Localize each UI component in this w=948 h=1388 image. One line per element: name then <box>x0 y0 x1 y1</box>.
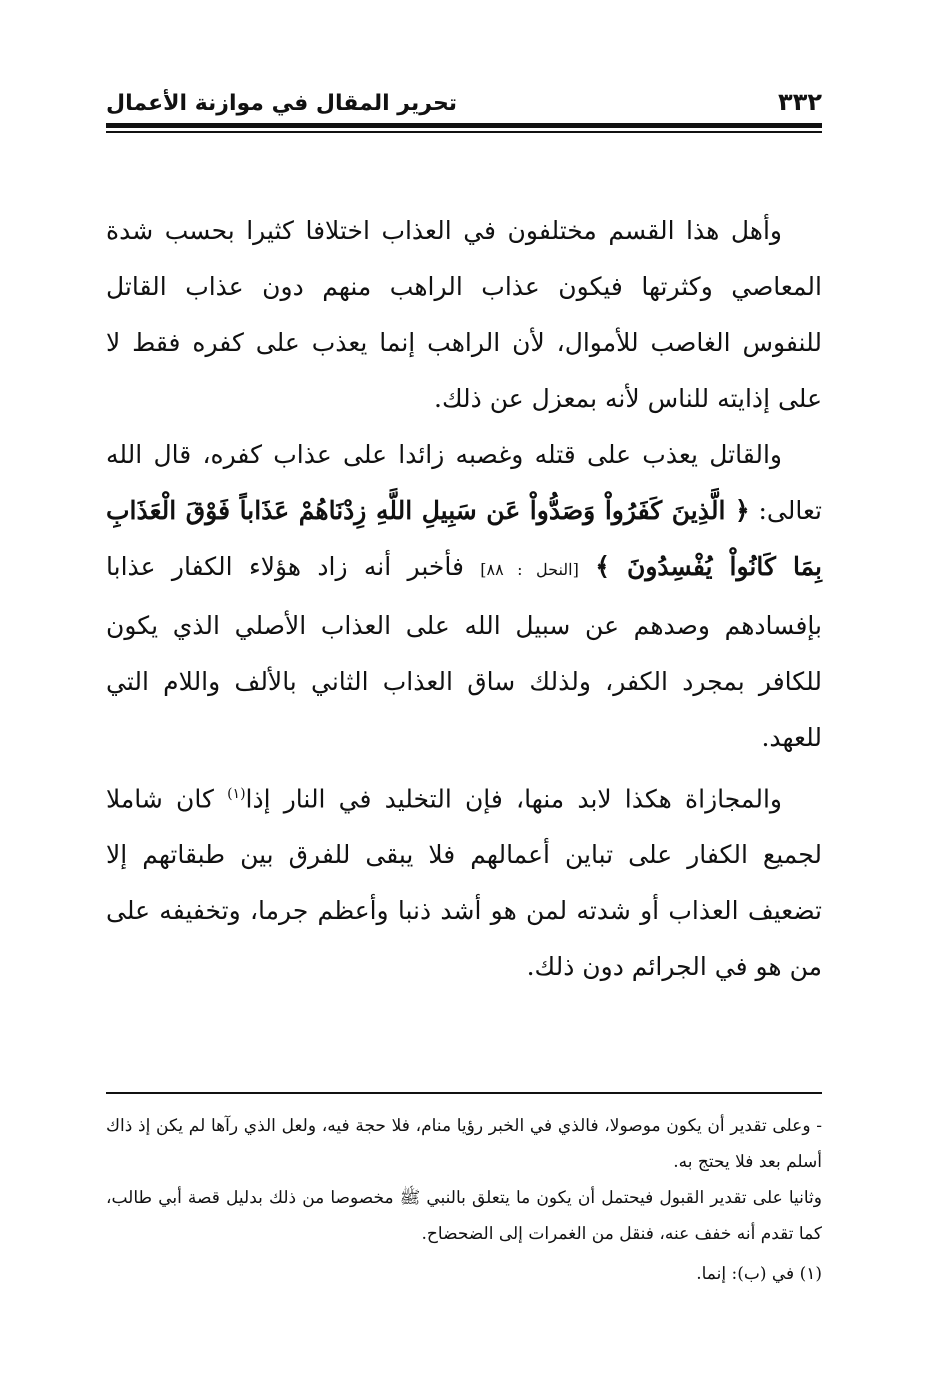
page-header <box>106 86 822 116</box>
footnote-separator <box>106 1092 822 1094</box>
paragraph-2-end: فأخبر أنه زاد هؤلاء الكفار عذابا بإفسادهم وصدهم عن سبيل الله على العذاب الأصلي الذي يكون للكافر بمجرد الكفر، ولذلك ساق العذاب الثاني بالألف واللام التي للعهد. <box>106 552 822 752</box>
verse-reference: [النحل : ٨٨] <box>480 560 579 579</box>
paragraph-1-text: وأهل هذا القسم مختلفون في العذاب اختلافا كثيرا بحسب شدة المعاصي وكثرتها فيكون عذاب الراهب منهم دون عذاب القاتل للنفوس الغاصب للأموال، لأن الراهب إنما يعذب على كفره فقط لا على إذايته للناس لأنه بمعزل عن ذلك. <box>106 216 822 413</box>
running-title: تحرير المقال في موازنة الأعمال <box>106 91 458 116</box>
paragraph-3 <box>106 766 822 995</box>
main-text <box>106 203 822 995</box>
footnote-1: (١) في (ب): إنما. <box>696 1264 822 1284</box>
footnote-continued-2: وثانيا على تقدير القبول فيحتمل أن يكون ما يتعلق بالنبي ﷺ مخصوصا من ذلك بدليل قصة أبي طالب، كما تقدم أنه خفف عنه، فنقل من الغمرات إلى الضحضاح. <box>106 1188 822 1244</box>
footnote-marker: (١) <box>227 786 246 802</box>
paragraph-2-start: والقاتل يعذب على قتله وغصبه زائدا على عذاب كفره، قال الله تعالى: <box>106 440 822 525</box>
header-rule-thin <box>106 131 822 133</box>
paragraph-1 <box>106 203 822 427</box>
paragraph-3-end: كان شاملا لجميع الكفار على تباين أعمالهم فلا يبقى للفرق بين طبقاتهم إلا تضعيف العذاب أو شدته لمن هو أشد ذنبا وأعظم جرما، وتخفيفه على من هو في الجرائم دون ذلك. <box>106 784 822 982</box>
paragraph-2 <box>106 427 822 766</box>
footnotes <box>106 1108 822 1292</box>
page-number: ٣٣٢ <box>778 88 822 116</box>
header-rule-thick <box>106 123 822 128</box>
footnote-continued: - وعلى تقدير أن يكون موصولا، فالذي في الخبر رؤيا منام، فلا حجة فيه، ولعل الذي رآها لم يكن إذ ذاك أسلم بعد فلا يحتج به. <box>106 1116 822 1172</box>
quran-verse: ﴿ الَّذِينَ كَفَرُواْ وَصَدُّواْ عَن سَبِيلِ اللَّهِ زِدْنَاهُمْ عَذَاباً فَوْقَ الْعَذَابِ بِمَا كَانُواْ يُفْسِدُونَ ﴾ <box>106 496 822 581</box>
paragraph-3-start: والمجازاة هكذا لابد منها، فإن التخليد في النار إذا <box>245 784 782 814</box>
